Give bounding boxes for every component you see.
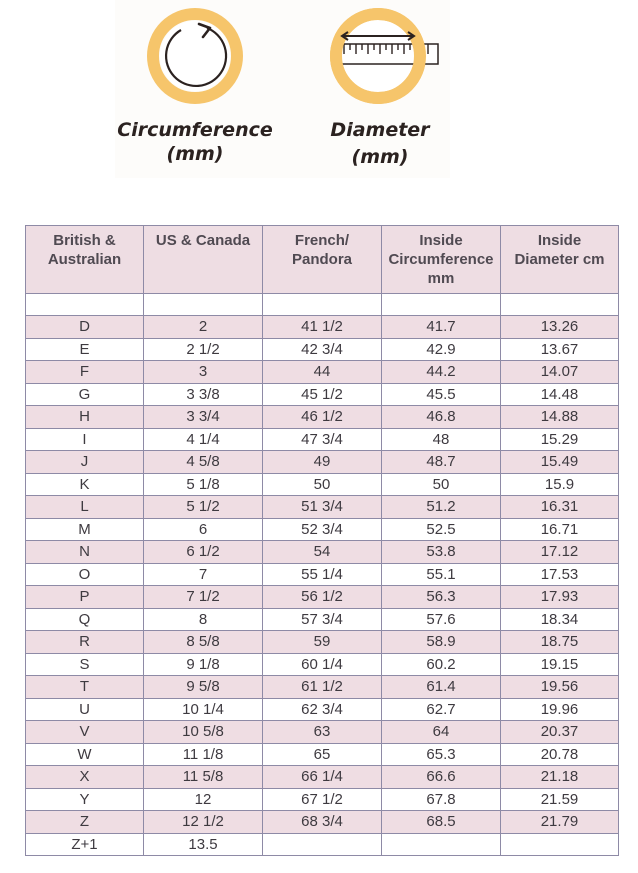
header-text-line: Circumference — [388, 251, 494, 268]
table-row — [26, 631, 619, 654]
table-cell: 66 1/4 — [263, 766, 382, 789]
table-cell: 16.71 — [501, 518, 619, 541]
table-cell: 18.75 — [501, 631, 619, 654]
table-cell: T — [26, 676, 144, 699]
table-cell: L — [26, 496, 144, 519]
table-cell: 7 — [144, 563, 263, 586]
table-cell: 3 — [144, 361, 263, 384]
table-row — [26, 653, 619, 676]
table-cell: 41 1/2 — [263, 316, 382, 339]
table-cell: M — [26, 518, 144, 541]
table-cell: S — [26, 653, 144, 676]
table-cell: 12 1/2 — [144, 811, 263, 834]
table-row — [26, 406, 619, 429]
table-row — [26, 316, 619, 339]
table-cell: 60.2 — [382, 653, 501, 676]
table-row — [26, 676, 619, 699]
header-text-line: British & — [53, 232, 116, 249]
table-cell: 45.5 — [382, 383, 501, 406]
table-cell: 19.96 — [501, 698, 619, 721]
table-cell: H — [26, 406, 144, 429]
table-cell: 11 5/8 — [144, 766, 263, 789]
header-text-line: US & Canada — [155, 232, 251, 249]
table-cell: 61 1/2 — [263, 676, 382, 699]
table-cell — [26, 294, 144, 316]
table-row — [26, 721, 619, 744]
table-cell: 3 3/4 — [144, 406, 263, 429]
diameter-caption — [315, 118, 445, 169]
table-cell: 2 — [144, 316, 263, 339]
table-cell — [382, 833, 501, 856]
table-cell: 55.1 — [382, 563, 501, 586]
table-cell: 21.79 — [501, 811, 619, 834]
table-cell: Q — [26, 608, 144, 631]
table-cell: 9 5/8 — [144, 676, 263, 699]
table-cell: 9 1/8 — [144, 653, 263, 676]
table-cell: 67.8 — [382, 788, 501, 811]
header-text-line: Diameter cm — [514, 251, 605, 268]
table-cell: 55 1/4 — [263, 563, 382, 586]
table-cell: 50 — [263, 473, 382, 496]
table-row — [26, 811, 619, 834]
table-cell: R — [26, 631, 144, 654]
table-cell: 60 1/4 — [263, 653, 382, 676]
header-text-line: French/ — [294, 232, 350, 249]
header-inside-circumference — [382, 226, 501, 294]
table-cell: 49 — [263, 451, 382, 474]
table-row — [26, 586, 619, 609]
table-cell: 21.59 — [501, 788, 619, 811]
table-cell: W — [26, 743, 144, 766]
table-cell: 65 — [263, 743, 382, 766]
ring-size-table — [25, 225, 619, 856]
table-header-row — [26, 226, 619, 294]
table-cell: 17.53 — [501, 563, 619, 586]
table-cell: P — [26, 586, 144, 609]
diameter-label: Diameter — [330, 119, 430, 141]
table-cell: Y — [26, 788, 144, 811]
table-row — [26, 766, 619, 789]
table-cell: 65.3 — [382, 743, 501, 766]
table-cell — [263, 294, 382, 316]
table-cell: 4 5/8 — [144, 451, 263, 474]
table-cell: V — [26, 721, 144, 744]
table-cell: 14.07 — [501, 361, 619, 384]
header-us-canada — [144, 226, 263, 294]
table-cell: 46.8 — [382, 406, 501, 429]
table-row — [26, 496, 619, 519]
diameter-ruler-icon — [328, 6, 443, 111]
table-cell: 20.37 — [501, 721, 619, 744]
table-cell: 64 — [382, 721, 501, 744]
circumference-icon — [145, 6, 245, 111]
table-cell: 44.2 — [382, 361, 501, 384]
table-row — [26, 788, 619, 811]
circumference-caption — [115, 118, 275, 166]
table-row — [26, 698, 619, 721]
table-cell: 17.93 — [501, 586, 619, 609]
table-cell: 10 5/8 — [144, 721, 263, 744]
table-cell: X — [26, 766, 144, 789]
table-cell: 59 — [263, 631, 382, 654]
table-cell: D — [26, 316, 144, 339]
table-cell: 57 3/4 — [263, 608, 382, 631]
table-cell: 56.3 — [382, 586, 501, 609]
table-cell: 8 5/8 — [144, 631, 263, 654]
table-cell: 14.48 — [501, 383, 619, 406]
table-cell: 17.12 — [501, 541, 619, 564]
table-cell: 6 1/2 — [144, 541, 263, 564]
table-cell: 13.26 — [501, 316, 619, 339]
table-row — [26, 383, 619, 406]
table-cell: 62 3/4 — [263, 698, 382, 721]
table-row — [26, 428, 619, 451]
header-inside-diameter — [501, 226, 619, 294]
table-cell: 51 3/4 — [263, 496, 382, 519]
table-cell: 52.5 — [382, 518, 501, 541]
table-cell: 51.2 — [382, 496, 501, 519]
table-cell: Z — [26, 811, 144, 834]
table-cell: E — [26, 338, 144, 361]
table-cell: G — [26, 383, 144, 406]
table-cell: 10 1/4 — [144, 698, 263, 721]
table-cell: 5 1/8 — [144, 473, 263, 496]
table-cell: 8 — [144, 608, 263, 631]
table-cell: 58.9 — [382, 631, 501, 654]
table-cell: 44 — [263, 361, 382, 384]
table-cell: 48.7 — [382, 451, 501, 474]
table-cell: 68 3/4 — [263, 811, 382, 834]
table-row — [26, 518, 619, 541]
table-cell: 16.31 — [501, 496, 619, 519]
table-cell: 7 1/2 — [144, 586, 263, 609]
table-cell: N — [26, 541, 144, 564]
table-cell: 15.29 — [501, 428, 619, 451]
table-row — [26, 743, 619, 766]
table-cell — [501, 294, 619, 316]
table-row — [26, 338, 619, 361]
table-cell: 42 3/4 — [263, 338, 382, 361]
table-cell: K — [26, 473, 144, 496]
table-body — [26, 294, 619, 856]
table-cell: 52 3/4 — [263, 518, 382, 541]
header-british-australian — [26, 226, 144, 294]
table-cell: 3 3/8 — [144, 383, 263, 406]
table-cell: 57.6 — [382, 608, 501, 631]
table-row — [26, 361, 619, 384]
table-cell: 67 1/2 — [263, 788, 382, 811]
table-row — [26, 608, 619, 631]
table-row — [26, 563, 619, 586]
circumference-unit: (mm) — [166, 143, 224, 165]
table-cell — [501, 833, 619, 856]
table-row — [26, 833, 619, 856]
table-cell: 47 3/4 — [263, 428, 382, 451]
table-cell: 5 1/2 — [144, 496, 263, 519]
table-cell: 62.7 — [382, 698, 501, 721]
table-cell: 14.88 — [501, 406, 619, 429]
table-cell: 12 — [144, 788, 263, 811]
table-spacer-row — [26, 294, 619, 316]
table-cell: 19.15 — [501, 653, 619, 676]
table-row — [26, 473, 619, 496]
table-cell: Z+1 — [26, 833, 144, 856]
table-cell: 13.67 — [501, 338, 619, 361]
table-row — [26, 451, 619, 474]
table-cell: 18.34 — [501, 608, 619, 631]
table-cell: 46 1/2 — [263, 406, 382, 429]
table-cell: 54 — [263, 541, 382, 564]
table-cell: 63 — [263, 721, 382, 744]
table-cell — [382, 294, 501, 316]
table-cell: 50 — [382, 473, 501, 496]
table-cell: 2 1/2 — [144, 338, 263, 361]
header-french-pandora — [263, 226, 382, 294]
table-cell: 56 1/2 — [263, 586, 382, 609]
header-text-line: Inside — [537, 232, 582, 249]
table-cell — [144, 294, 263, 316]
table-cell: 45 1/2 — [263, 383, 382, 406]
table-cell: 20.78 — [501, 743, 619, 766]
ring-measurement-illustration — [115, 0, 450, 178]
table-cell: 11 1/8 — [144, 743, 263, 766]
table-cell: U — [26, 698, 144, 721]
table-cell: 6 — [144, 518, 263, 541]
header-text-line: mm — [427, 270, 455, 287]
header-text-line: Pandora — [291, 251, 352, 268]
table-cell: 15.9 — [501, 473, 619, 496]
table-cell: 48 — [382, 428, 501, 451]
table-cell: 41.7 — [382, 316, 501, 339]
header-text-line: Australian — [47, 251, 122, 268]
table-cell: J — [26, 451, 144, 474]
table-row — [26, 541, 619, 564]
table-cell: F — [26, 361, 144, 384]
table-cell: I — [26, 428, 144, 451]
table-cell: 66.6 — [382, 766, 501, 789]
table-cell: 13.5 — [144, 833, 263, 856]
table-cell: 15.49 — [501, 451, 619, 474]
header-text-line: Inside — [419, 232, 463, 249]
diameter-unit: (mm) — [351, 146, 409, 168]
table-cell: 19.56 — [501, 676, 619, 699]
circumference-label: Circumference — [117, 119, 273, 141]
table-cell: 42.9 — [382, 338, 501, 361]
table-cell: 61.4 — [382, 676, 501, 699]
table-cell: 21.18 — [501, 766, 619, 789]
table-cell: 53.8 — [382, 541, 501, 564]
table-cell: 68.5 — [382, 811, 501, 834]
table-cell: O — [26, 563, 144, 586]
table-cell — [263, 833, 382, 856]
table-cell: 4 1/4 — [144, 428, 263, 451]
